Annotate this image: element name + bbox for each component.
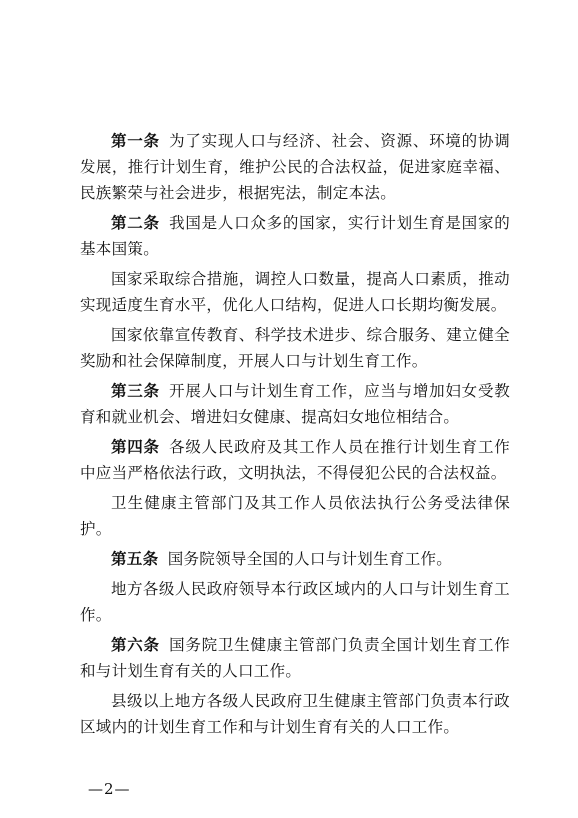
- paragraph-article-1: [80, 128, 510, 206]
- paragraph-article-5: [80, 546, 510, 572]
- paragraph: [80, 576, 510, 628]
- paragraph-text: 开展人口与计划生育工作，应当与增加妇女受教育和就业机会、增进妇女健康、提高妇女地位相结合。: [80, 382, 510, 426]
- paragraph: [80, 322, 510, 374]
- paragraph-text: 各级人民政府及其工作人员在推行计划生育工作中应当严格依法行政，文明执法，不得侵犯公民的合法权益。: [80, 438, 510, 482]
- paragraph-article-2: [80, 210, 510, 262]
- paragraph-text: 县级以上地方各级人民政府卫生健康主管部门负责本行政区域内的计划生育工作和与计划生育有关的人口工作。: [80, 692, 510, 736]
- paragraph: [80, 490, 510, 542]
- page-number: —2—: [88, 780, 131, 798]
- article-heading: 第六条: [111, 636, 160, 654]
- paragraph-text: 我国是人口众多的国家，实行计划生育是国家的基本国策。: [80, 214, 510, 258]
- paragraph-text: 地方各级人民政府领导本行政区域内的人口与计划生育工作。: [80, 580, 510, 624]
- paragraph-article-4: [80, 434, 510, 486]
- article-heading: 第二条: [111, 214, 160, 232]
- paragraph-text: 国家采取综合措施，调控人口数量，提高人口素质，推动实现适度生育水平，优化人口结构，促进人口长期均衡发展。: [80, 270, 510, 314]
- paragraph-article-6: [80, 632, 510, 684]
- paragraph-text: 国务院领导全国的人口与计划生育工作。: [167, 550, 453, 568]
- paragraph-text: 国家依靠宣传教育、科学技术进步、综合服务、建立健全奖励和社会保障制度，开展人口与计划生育工作。: [80, 326, 510, 370]
- paragraph-text: 为了实现人口与经济、社会、资源、环境的协调发展，推行计划生育，维护公民的合法权益，促进家庭幸福、民族繁荣与社会进步，根据宪法，制定本法。: [80, 132, 510, 202]
- article-heading: 第四条: [111, 438, 160, 456]
- paragraph-text: 国务院卫生健康主管部门负责全国计划生育工作和与计划生育有关的人口工作。: [80, 636, 510, 680]
- paragraph: [80, 688, 510, 740]
- article-heading: 第三条: [111, 382, 160, 400]
- document-body: [80, 128, 510, 740]
- paragraph-text: 卫生健康主管部门及其工作人员依法执行公务受法律保护。: [80, 494, 510, 538]
- article-heading: 第一条: [111, 132, 160, 150]
- paragraph-article-3: [80, 378, 510, 430]
- paragraph: [80, 266, 510, 318]
- article-heading: 第五条: [111, 550, 159, 568]
